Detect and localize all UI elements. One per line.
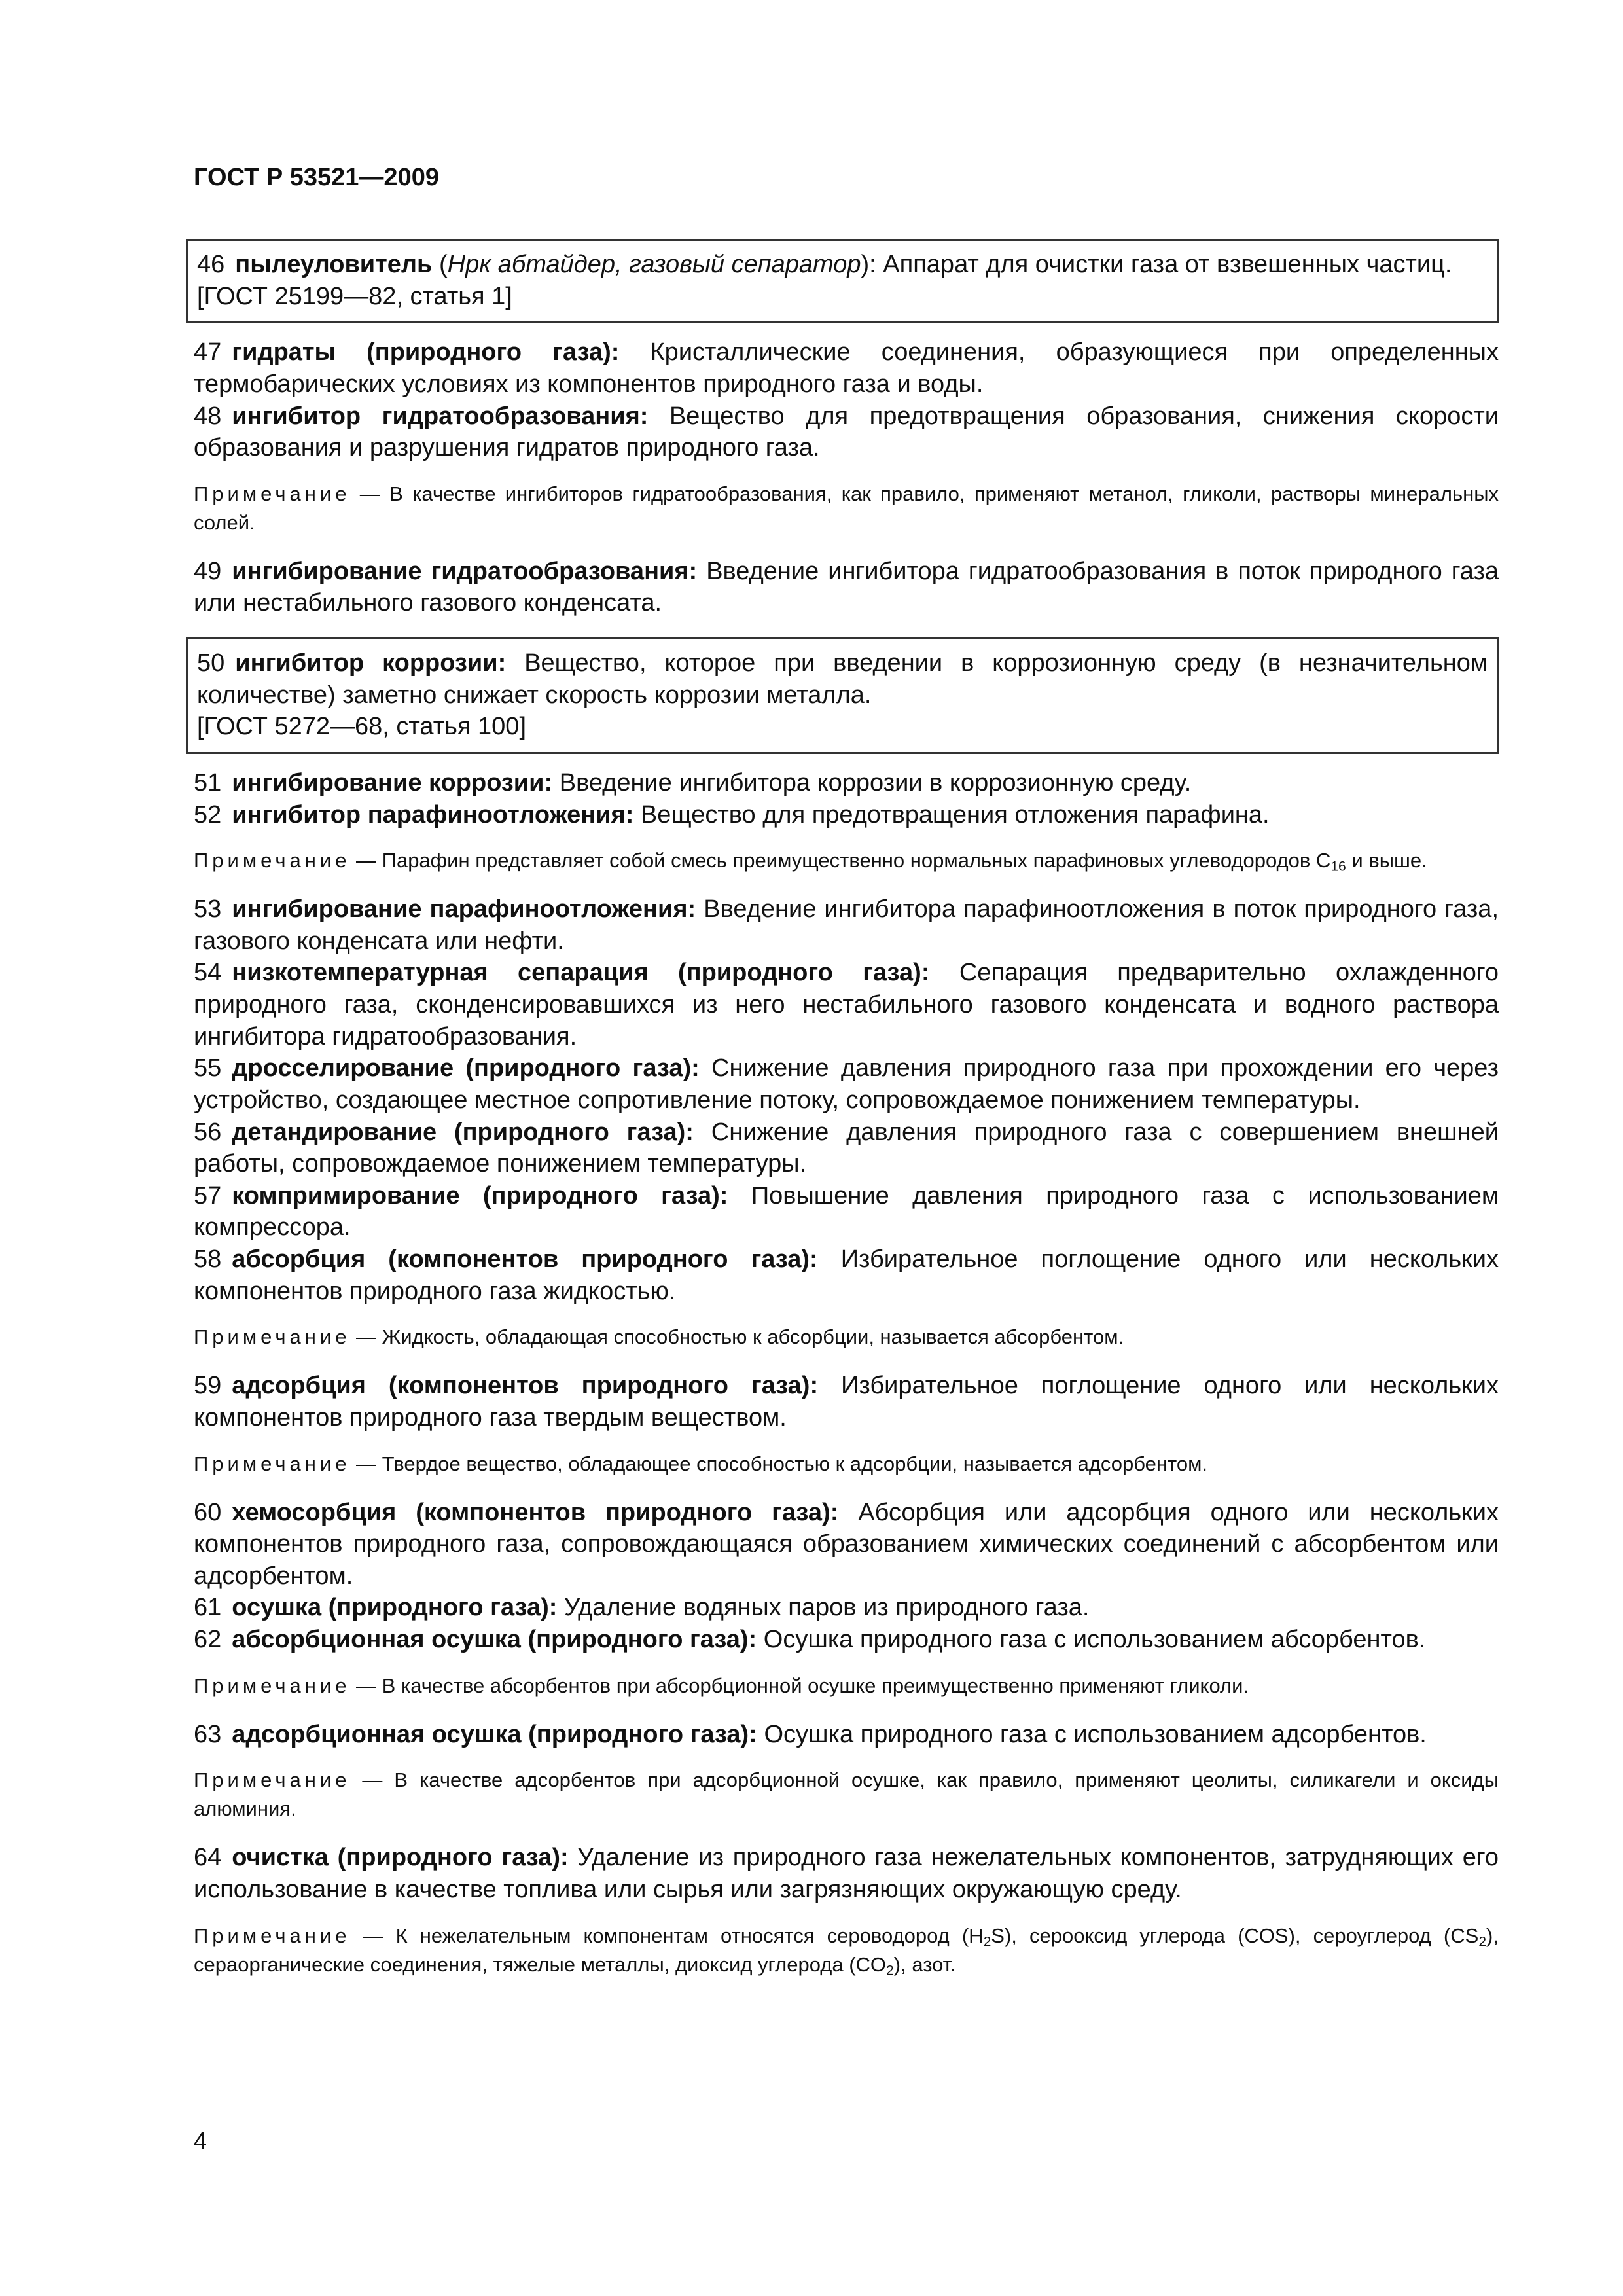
term-definition: Введение ингибитора гидратообразования в поток природного газа или нестабильного газового конденсата. <box>194 557 1499 617</box>
note-label: Примечание <box>194 1325 351 1349</box>
term-qualifier: Нрк абтайдер, газовый сепаратор <box>447 251 861 278</box>
note-text: В качестве адсорбентов при адсорбционной осушке, как правило, применяют цеолиты, силикагели и оксиды алюминия. <box>194 1768 1499 1821</box>
term-name: ингибитор гидратообразования: <box>232 402 649 430</box>
term-definition: Избирательное поглощение одного или нескольких компонентов природного газа жидкостью. <box>194 1246 1499 1305</box>
note-label: Примечание <box>194 482 351 505</box>
term-63 <box>194 1719 1499 1751</box>
note-separator: — <box>350 482 390 505</box>
term-definition: Осушка природного газа с использованием адсорбентов. <box>764 1720 1427 1748</box>
note-text: В качестве ингибиторов гидратообразования, как правило, применяют метанол, гликоли, растворы минеральных солей. <box>194 482 1499 534</box>
term-60 <box>194 1497 1499 1592</box>
term-definition: Вещество, которое при введении в коррозионную среду (в незначительном количестве) заметно снижает скорость коррозии металла. <box>197 649 1488 709</box>
term-definition: Повышение давления природного газа с использованием компрессора. <box>194 1181 1499 1242</box>
term-59 <box>194 1370 1499 1433</box>
term-number: 63 <box>194 1720 222 1748</box>
term-name: пылеуловитель <box>235 251 433 278</box>
term-definition: Снижение давления природного газа с совершением внешней работы, сопровождаемое понижением температуры. <box>194 1118 1499 1178</box>
term-definition: Вещество для предотвращения образования, снижения скорости образования и разрушения гидратов природного газа. <box>194 402 1499 462</box>
term-name: абсорбционная осушка (природного газа): <box>232 1626 757 1654</box>
note-label: Примечание <box>194 1674 351 1697</box>
term-number: 52 <box>194 800 222 829</box>
subscript: 16 <box>1330 859 1346 874</box>
term-number: 62 <box>194 1626 222 1654</box>
term-number: 57 <box>194 1181 222 1210</box>
page-number: 4 <box>194 2127 207 2154</box>
note-text: Твердое вещество, обладающее способностью к адсорбции, называется адсорбентом. <box>382 1452 1208 1475</box>
note-59 <box>194 1450 1499 1479</box>
term-name: адсорбция (компонентов природного газа): <box>232 1372 819 1400</box>
term-number: 49 <box>194 557 222 585</box>
term-57 <box>194 1180 1499 1244</box>
note-text: и выше. <box>1346 849 1427 872</box>
note-48 <box>194 480 1499 537</box>
term-name: ингибитор коррозии: <box>235 649 507 677</box>
term-name: компримирование (природного газа): <box>232 1181 728 1210</box>
term-number: 47 <box>194 338 222 367</box>
subscript: 2 <box>1478 1933 1487 1949</box>
note-label: Примечание <box>194 1452 351 1475</box>
note-label: Примечание <box>194 1768 351 1792</box>
note-text: К нежелательным компонентам относятся сероводород (H <box>395 1924 984 1947</box>
note-text: ), сераорганические соединения, тяжелые металлы, диоксид углерода (CO <box>194 1924 1499 1976</box>
subscript: 2 <box>886 1962 894 1978</box>
subscript: 2 <box>983 1933 991 1949</box>
term-50 <box>186 637 1499 754</box>
note-separator: — <box>350 1325 382 1349</box>
term-punct: ( <box>432 251 448 278</box>
note-label: Примечание <box>194 849 351 872</box>
term-55 <box>194 1052 1499 1116</box>
note-text: Парафин представляет собой смесь преимущественно нормальных парафиновых углеводородов С <box>382 849 1331 872</box>
term-definition: Снижение давления природного газа при прохождении его через устройство, создающее местное сопротивление потоку, сопровождаемое понижением температуры. <box>194 1054 1499 1114</box>
term-number: 56 <box>194 1118 222 1146</box>
term-name: хемосорбция (компонентов природного газа): <box>232 1498 839 1526</box>
term-definition: Введение ингибитора коррозии в коррозионную среду. <box>559 768 1192 797</box>
note-text: Жидкость, обладающая способностью к абсорбции, называется абсорбентом. <box>382 1325 1124 1349</box>
term-number: 58 <box>194 1246 222 1274</box>
term-62 <box>194 1624 1499 1656</box>
note-62 <box>194 1672 1499 1700</box>
term-definition: Абсорбция или адсорбция одного или нескольких компонентов природного газа, сопровождающаяся образованием химических соединений с абсорбентом или адсорбентом. <box>194 1498 1499 1590</box>
note-separator: — <box>350 1924 396 1947</box>
note-separator: — <box>350 1452 382 1475</box>
term-64 <box>194 1842 1499 1905</box>
note-63 <box>194 1766 1499 1823</box>
term-name: очистка (природного газа): <box>232 1844 569 1872</box>
term-46 <box>186 239 1499 323</box>
note-separator: — <box>350 849 382 872</box>
term-number: 59 <box>194 1372 222 1400</box>
term-number: 53 <box>194 895 222 924</box>
term-name: гидраты (природного газа): <box>232 338 620 367</box>
term-61 <box>194 1592 1499 1624</box>
note-separator: — <box>350 1674 382 1697</box>
term-52 <box>194 799 1499 831</box>
term-definition: Избирательное поглощение одного или нескольких компонентов природного газа твердым веществом. <box>194 1372 1499 1431</box>
term-number: 54 <box>194 959 222 987</box>
document-page <box>194 164 1499 1998</box>
term-definition: Кристаллические соединения, образующиеся при определенных термобарических условиях из компонентов природного газа и воды. <box>194 338 1499 398</box>
term-name: низкотемпературная сепарация (природного газа): <box>232 959 930 987</box>
term-number: 60 <box>194 1498 222 1526</box>
term-name: ингибирование коррозии: <box>232 768 553 797</box>
term-name: детандирование (природного газа): <box>232 1118 694 1146</box>
note-label: Примечание <box>194 1924 351 1947</box>
term-reference: [ГОСТ 5272—68, статья 100] <box>197 713 526 741</box>
term-definition: Осушка природного газа с использованием абсорбентов. <box>763 1626 1426 1654</box>
term-47 <box>194 336 1499 400</box>
term-number: 61 <box>194 1594 222 1622</box>
term-number: 50 <box>197 649 225 677</box>
term-name: дросселирование (природного газа): <box>232 1054 700 1083</box>
note-separator: — <box>350 1768 395 1792</box>
term-54 <box>194 957 1499 1052</box>
note-58 <box>194 1323 1499 1352</box>
term-punct: ): <box>861 251 883 278</box>
term-58 <box>194 1244 1499 1307</box>
note-52 <box>194 846 1499 875</box>
term-name: ингибирование парафиноотложения: <box>232 895 696 924</box>
term-number: 48 <box>194 402 222 430</box>
term-name: адсорбционная осушка (природного газа): <box>232 1720 757 1748</box>
term-name: ингибитор парафиноотложения: <box>232 800 634 829</box>
term-definition: Удаление из природного газа нежелательных компонентов, затрудняющих его использование в качестве топлива или сырья или загрязняющих окружающую среду. <box>194 1844 1499 1903</box>
term-name: ингибирование гидратообразования: <box>232 557 698 585</box>
term-56 <box>194 1117 1499 1180</box>
term-51 <box>194 767 1499 799</box>
term-number: 64 <box>194 1844 222 1872</box>
document-header: ГОСТ Р 53521—2009 <box>194 164 439 191</box>
note-text: S), серооксид углерода (COS), сероуглерод (CS <box>991 1924 1479 1947</box>
note-text: В качестве абсорбентов при абсорбционной осушке преимущественно применяют гликоли. <box>382 1674 1249 1697</box>
term-number: 46 <box>197 251 225 278</box>
term-53 <box>194 893 1499 957</box>
term-definition: Аппарат для очистки газа от взвешенных частиц. <box>883 251 1452 278</box>
term-reference: [ГОСТ 25199—82, статья 1] <box>197 282 512 310</box>
term-name: абсорбция (компонентов природного газа): <box>232 1246 818 1274</box>
term-name: осушка (природного газа): <box>232 1594 558 1622</box>
note-64 <box>194 1922 1499 1979</box>
term-definition: Удаление водяных паров из природного газа. <box>563 1594 1090 1622</box>
note-text: ), азот. <box>893 1952 956 1976</box>
term-number: 51 <box>194 768 222 797</box>
term-definition: Вещество для предотвращения отложения парафина. <box>640 800 1270 829</box>
term-definition: Введение ингибитора парафиноотложения в поток природного газа, газового конденсата или нефти. <box>194 895 1499 955</box>
term-48 <box>194 401 1499 464</box>
term-number: 55 <box>194 1054 222 1083</box>
term-49 <box>194 556 1499 619</box>
term-definition: Сепарация предварительно охлажденного природного газа, сконденсировавшихся из него нестабильного газового конденсата и водного раствора ингибитора гидратообразования. <box>194 959 1499 1050</box>
